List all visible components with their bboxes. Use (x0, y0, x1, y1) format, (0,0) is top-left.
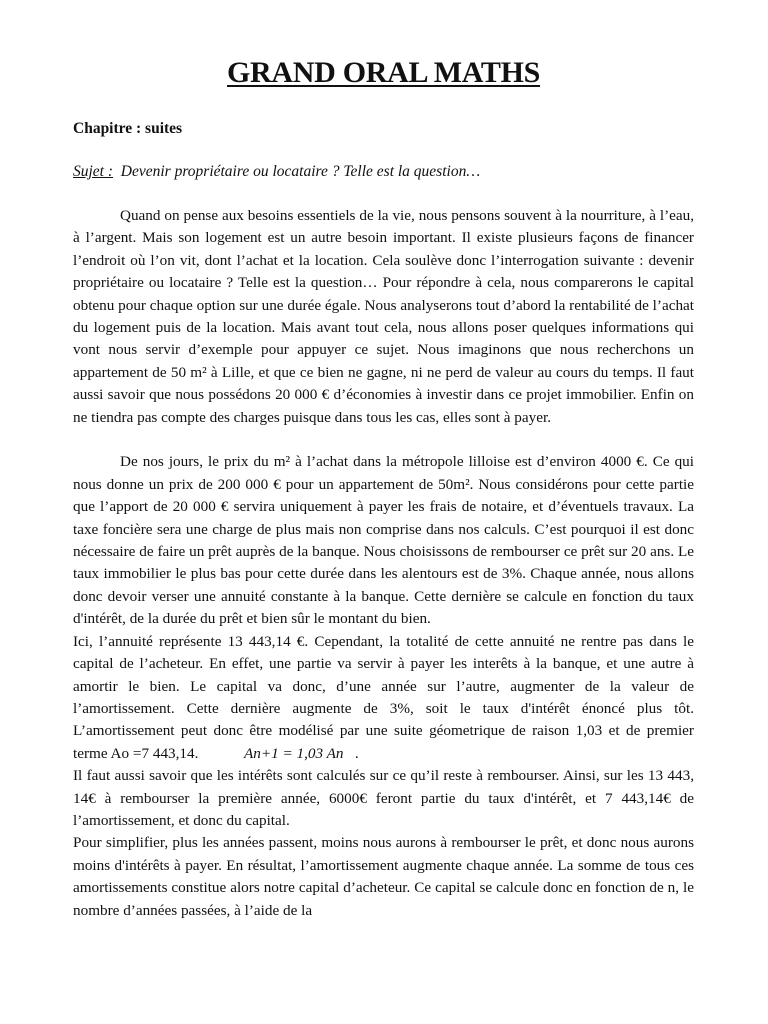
subject-line (73, 162, 694, 182)
document-title: GRAND ORAL MATHS (227, 56, 540, 89)
document-page (73, 0, 694, 922)
chapter-heading: Chapitre : suites (73, 120, 183, 137)
formula-end: . (354, 744, 359, 762)
recurrence-formula: An+1 = 1,03 An (243, 744, 344, 762)
subject-text: Devenir propriétaire ou locataire ? Telle est la question… (120, 163, 481, 180)
paragraph-introduction: Quand on pense aux besoins essentiels de la vie, nous pensons souvent à la nourriture, à l’eau, à l’argent. Mais son logement est un autre besoin important. Il existe plusieurs façons de financer l’endroit où l’on vit, dont l’achat et la location. Cela soulève donc l’interrogation suivante : devenir propriétaire ou locataire ? Telle est la question… Pour répondre à cela, nous comparerons le capital obtenu pour chaque option sur une durée égale. Nous analyserons tout d’abord la rentabilité de l’achat du logement puis de la location. Mais avant tout cela, nous allons poser quelques informations qui vont nous servir d’exemple pour appuyer ce sujet. Nous imaginons que nous recherchons un appartement de 50 m² à Lille, et que ce bien ne gagne, ni ne perd de valeur au cours du temps. Il faut aussi savoir que nous possédons 20 000 € d’économies à investir dans ce projet immobilier. Enfin on ne tiendra pas compte des charges puisque dans tous les cas, elles sont à payer. (73, 207, 694, 426)
subject-label: Sujet : (73, 163, 114, 180)
paragraph-simplification: Pour simplifier, plus les années passent, moins nous aurons à rembourser le prêt, et donc nous aurons moins d'intérêts à payer. En résultat, l’amortissement augmente chaque année. La somme de tous ces amortissements constitue alors notre capital d’acheteur. Ce capital se calcule donc en fonction de n, le nombre d’années passées, à l’aide de la (73, 834, 694, 919)
paragraph-annuity (73, 631, 694, 765)
paragraph-annuity-text: Ici, l’annuité représente 13 443,14 €. Cependant, la totalité de cette annuité ne rentre pas dans le capital de l’acheteur. En effet, une partie va servir à payer les interêts à la banque, et une autre à amortir le bien. Le capital va donc, d’une année sur l’autre, augmenter de la valeur de l’amortissement. Cette dernière augmente de 3%, soit le taux d'intérêt énoncé plus tôt. L’amortissement peut donc être modélisé par une suite géometrique de raison 1,03 et de premier terme Ao =7 443,14. (73, 632, 694, 762)
document-body (73, 205, 694, 922)
paragraph-interest: Il faut aussi savoir que les intérêts sont calculés sur ce qu’il reste à rembourser. Ainsi, sur les 13 443, 14€ à rembourser la première année, 6000€ feront partie du taux d'intérêt, et 7 443,14€ de l’amortissement, et donc du capital. (73, 767, 694, 829)
paragraph-purchase-price: De nos jours, le prix du m² à l’achat dans la métropole lilloise est d’environ 4000 €. Ce qui nous donne un prix de 200 000 € pour un appartement de 50m². Nous considérons pour cette partie que l’apport de 20 000 € servira uniquement à payer les frais de notaire, et d’éventuels travaux. La taxe foncière sera une charge de plus mais non comprise dans nos calculs. C’est pourquoi il est donc nécessaire de faire un prêt auprès de la banque. Nous choisissons de rembourser ce prêt sur 20 ans. Le taux immobilier le plus bas pour cette durée dans les alentours est de 3%. Chaque année, nous allons donc devoir verser une annuité constante à la banque. Cette dernière se calcule en fonction du taux d'intérêt, de la durée du prêt et bien sûr le montant du bien. (73, 453, 694, 628)
